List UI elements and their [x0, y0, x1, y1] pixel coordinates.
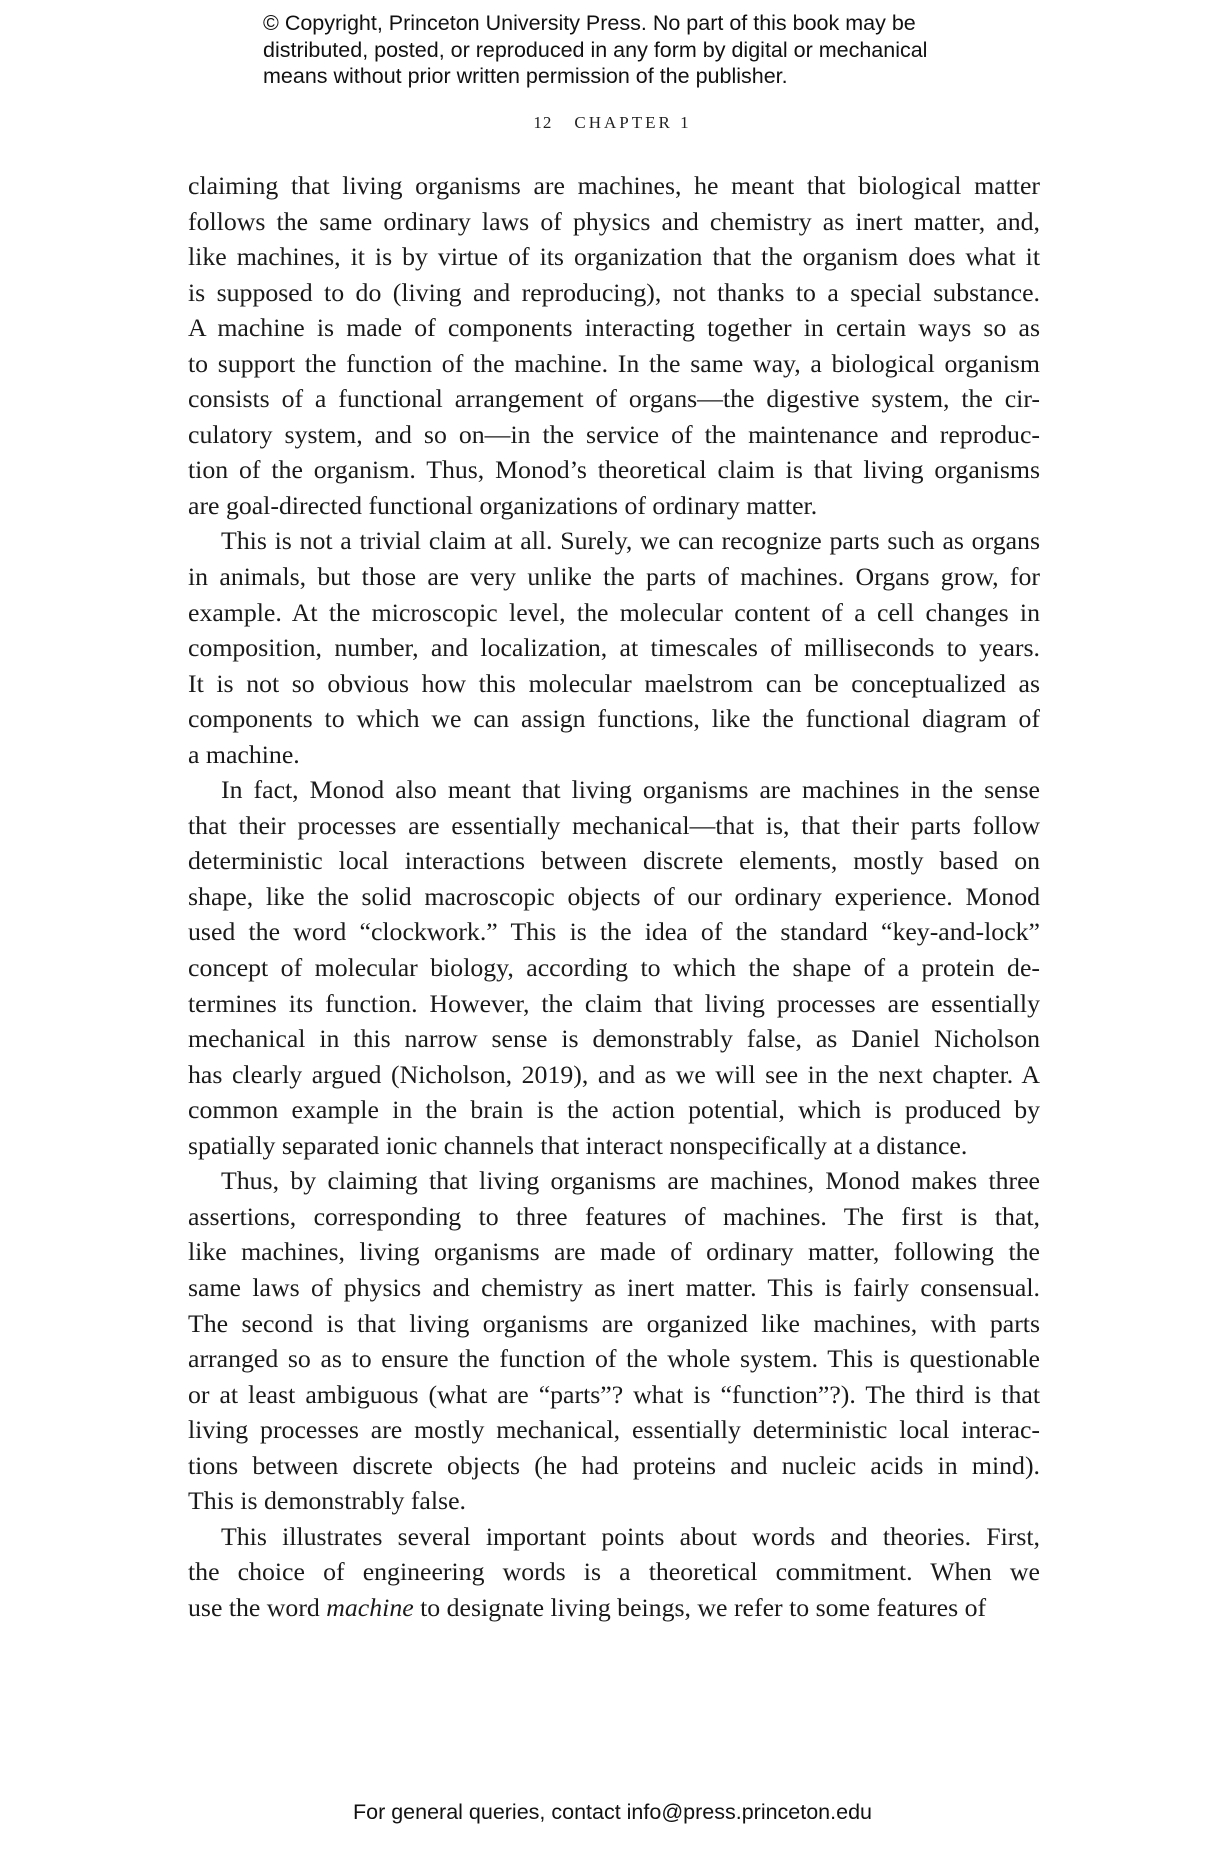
text-line: common example in the brain is the action potential, which is produced by	[188, 1095, 1040, 1125]
text-line: like machines, it is by virtue of its organization that the organism does what it	[188, 242, 1040, 272]
text-line: The second is that living organisms are organized like machines, with parts	[188, 1308, 1040, 1338]
text-line: This is not a trivial claim at all. Surely, we can recognize parts such as organs	[221, 526, 1040, 556]
paragraph	[188, 1519, 1040, 1626]
page-number: 12	[533, 113, 553, 132]
paragraph	[188, 523, 1040, 772]
text-line: are goal-directed functional organizations of ordinary matter.	[188, 490, 818, 520]
text-line: follows the same ordinary laws of physics and chemistry as inert matter, and,	[188, 206, 1040, 236]
text-line: that their processes are essentially mechanical—that is, that their parts follow	[188, 810, 1040, 840]
text-line: claiming that living organisms are machines, he meant that biological matter	[188, 171, 1040, 200]
text-line: tion of the organism. Thus, Monod’s theoretical claim is that living organisms	[188, 455, 1040, 485]
running-head	[0, 113, 1225, 133]
text-line: culatory system, and so on—in the service of the maintenance and reproduc-	[188, 419, 1040, 449]
text-line: components to which we can assign functions, like the functional diagram of	[188, 704, 1040, 734]
text-line: like machines, living organisms are made of ordinary matter, following the	[188, 1237, 1040, 1267]
text-line: This illustrates several important points about words and theories. First,	[221, 1521, 1040, 1551]
text-line: to support the function of the machine. In the same way, a biological organism	[188, 348, 1040, 378]
text-line: same laws of physics and chemistry as inert matter. This is fairly consensual.	[188, 1272, 1040, 1302]
text-line: In fact, Monod also meant that living organisms are machines in the sense	[221, 775, 1040, 805]
text-line: concept of molecular biology, according to which the shape of a protein de-	[188, 953, 1040, 983]
text-line: in animals, but those are very unlike the parts of machines. Organs grow, for	[188, 562, 1040, 592]
paragraph	[188, 1163, 1040, 1518]
footer-contact: For general queries, contact info@press.princeton.edu	[352, 1800, 872, 1824]
text-line: This is demonstrably false.	[188, 1486, 466, 1516]
paragraph	[188, 168, 1040, 523]
text-line: is supposed to do (living and reproducing), not thanks to a special substance.	[188, 277, 1040, 307]
text-line: A machine is made of components interacting together in certain ways so as	[188, 313, 1040, 343]
text-line: deterministic local interactions between discrete elements, mostly based on	[188, 846, 1040, 876]
text-line: It is not so obvious how this molecular maelstrom can be conceptualized as	[188, 668, 1040, 698]
text-line: assertions, corresponding to three features of machines. The first is that,	[188, 1201, 1040, 1231]
copyright-line: © Copyright, Princeton University Press. No part of this book may be	[263, 11, 916, 35]
text-line: composition, number, and localization, at timescales of milliseconds to years.	[188, 633, 1040, 663]
text-line: has clearly argued (Nicholson, 2019), and as we will see in the next chapter. A	[188, 1059, 1040, 1089]
body-text	[188, 168, 1040, 1625]
text-line: or at least ambiguous (what are “parts”? what is “function”?). The third is that	[188, 1379, 1040, 1409]
text-line: the choice of engineering words is a theoretical commitment. When we	[188, 1557, 1040, 1587]
copyright-notice	[263, 10, 983, 90]
copyright-line: distributed, posted, or reproduced in any form by digital or mechanical	[263, 37, 928, 62]
chapter-label: CHAPTER 1	[574, 113, 692, 132]
text-line: consists of a functional arrangement of organs—the digestive system, the cir-	[188, 384, 1040, 414]
text-line: used the word “clockwork.” This is the idea of the standard “key-and-lock”	[188, 917, 1040, 947]
text-line: termines its function. However, the claim that living processes are essentially	[188, 988, 1040, 1018]
text-line: shape, like the solid macroscopic objects of our ordinary experience. Monod	[188, 881, 1040, 911]
copyright-line: means without prior written permission of the publisher.	[263, 64, 788, 88]
text-line: tions between discrete objects (he had proteins and nucleic acids in mind).	[188, 1450, 1040, 1480]
paragraph	[188, 772, 1040, 1163]
text-line: living processes are mostly mechanical, essentially deterministic local interac-	[188, 1415, 1040, 1445]
text-line: arranged so as to ensure the function of the whole system. This is questionable	[188, 1344, 1040, 1374]
text-line: mechanical in this narrow sense is demonstrably false, as Daniel Nicholson	[188, 1024, 1040, 1054]
text-line: a machine.	[188, 739, 300, 769]
text-line: spatially separated ionic channels that interact nonspecifically at a distance.	[188, 1130, 968, 1160]
text-line: Thus, by claiming that living organisms are machines, Monod makes three	[221, 1166, 1040, 1196]
text-line: example. At the microscopic level, the molecular content of a cell changes in	[188, 597, 1040, 627]
text-line: use the word machine to designate living beings, we refer to some features of	[188, 1592, 987, 1622]
